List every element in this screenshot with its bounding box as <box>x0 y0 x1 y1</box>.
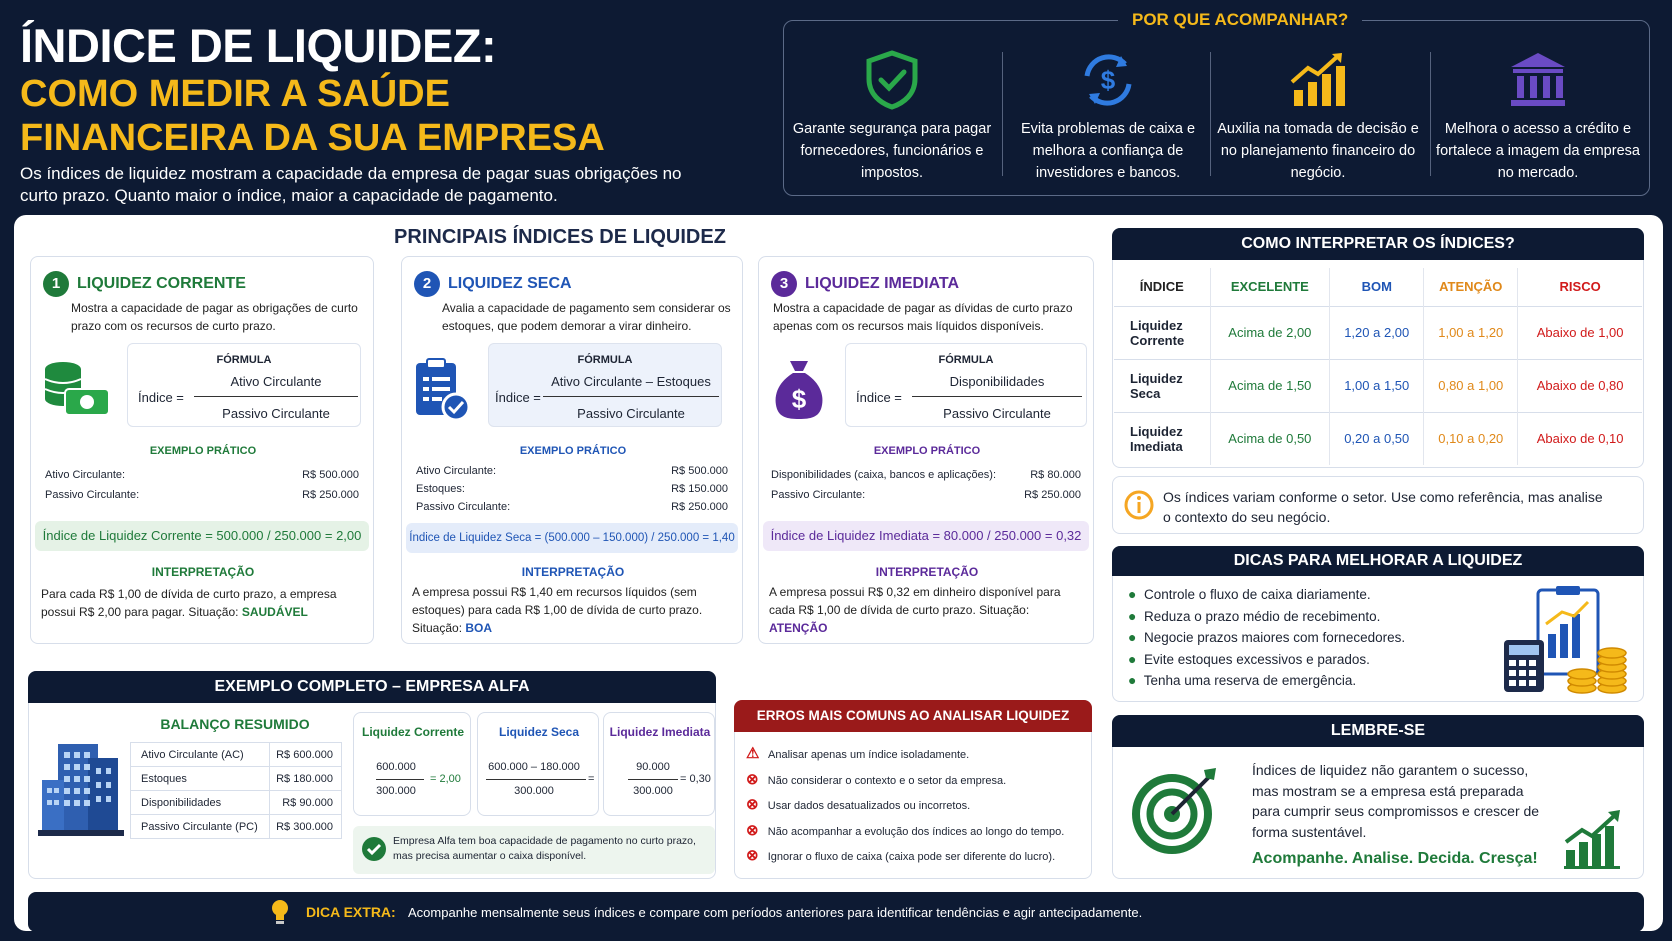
formula-label: FÓRMULA <box>938 354 994 366</box>
why-item-security <box>784 40 1000 180</box>
numerator: Ativo Circulante <box>230 374 322 389</box>
card-title: LIQUIDEZ CORRENTE <box>77 275 246 292</box>
balance-title: BALANÇO RESUMIDO <box>160 716 310 732</box>
example-key: Passivo Circulante: <box>416 501 511 513</box>
indices-title: PRINCIPAIS ÍNDICES DE LIQUIDEZ <box>394 226 726 248</box>
step-number: 2 <box>414 271 440 297</box>
interpret-title: COMO INTERPRETAR OS ÍNDICES? <box>1112 228 1644 260</box>
example-label: EXEMPLO PRÁTICO <box>519 445 627 457</box>
extra-tip-label: DICA EXTRA: <box>306 904 396 920</box>
example-key: Passivo Circulante: <box>45 489 140 501</box>
example-key: Ativo Circulante: <box>45 469 126 481</box>
table-row: Liquidez Seca Acima de 1,50 1,00 a 1,50 0,80 a 1,00 Abaixo de 0,80 <box>1114 359 1642 412</box>
example-value: R$ 250.000 <box>1024 489 1081 501</box>
table-row: Liquidez Imediata Acima de 0,50 0,20 a 0,50 0,10 a 0,20 Abaixo de 0,10 <box>1114 412 1642 465</box>
column-header: EXCELENTE <box>1210 268 1330 306</box>
tips-list <box>1128 584 1405 692</box>
fraction-line <box>376 779 424 780</box>
numerator: Disponibilidades <box>949 374 1045 389</box>
calculation: Índice de Liquidez Corrente = 500.000 / 250.000 = 2,00 <box>35 521 369 551</box>
numerator: 600.000 <box>376 761 416 773</box>
bar-chart-growth-icon <box>1288 50 1348 110</box>
note-text: Os índices variam conforme o setor. Use como referência, mas analise o contexto do seu negócio. <box>1163 489 1603 525</box>
interpretation-label: INTERPRETAÇÃO <box>875 565 979 579</box>
fraction-line <box>912 396 1082 397</box>
remember-text: Índices de liquidez não garantem o sucesso, mas mostram se a empresa está preparada para cumprir seus compromissos e crescer de forma sustentável. <box>1252 762 1540 840</box>
fraction-line <box>628 779 678 780</box>
step-number: 1 <box>43 271 69 297</box>
table-row: Estoques R$ 180.000 <box>131 767 342 791</box>
x-circle-icon: ⊗ <box>746 796 759 813</box>
result: = 0,30 <box>680 773 711 785</box>
status-badge: ATENÇÃO <box>769 621 828 635</box>
page-title: ÍNDICE DE LIQUIDEZ: <box>20 19 497 72</box>
fraction-line <box>194 396 358 397</box>
example-key: Passivo Circulante: <box>771 489 866 501</box>
list-item: ⊗ Ignorar o fluxo de caixa (caixa pode ser diferente do lucro). <box>746 847 1056 864</box>
example-label: EXEMPLO PRÁTICO <box>873 445 981 457</box>
errors-title: ERROS MAIS COMUNS AO ANALISAR LIQUIDEZ <box>734 700 1092 732</box>
check-icon: ● <box>1128 586 1137 602</box>
calc-card-seca <box>477 712 599 816</box>
x-circle-icon: ⊗ <box>746 847 759 864</box>
info-icon <box>1123 489 1155 521</box>
why-text: Melhora o acesso a crédito e fortalece a imagem da empresa no mercado. <box>1436 121 1640 181</box>
list-item: ● Evite estoques excessivos e parados. <box>1128 650 1370 667</box>
why-text: Garante segurança para pagar fornecedores, funcionários e impostos. <box>792 121 992 181</box>
calc-title: Liquidez Corrente <box>361 725 464 739</box>
example-title: EXEMPLO COMPLETO – EMPRESA ALFA <box>28 671 716 703</box>
list-item: ⊗ Não acompanhar a evolução dos índices ao longo do tempo. <box>746 821 1065 839</box>
remember-title: LEMBRE-SE <box>1112 715 1644 747</box>
why-item-decision <box>1210 40 1426 180</box>
check-icon: ● <box>1128 607 1137 624</box>
interpretation-label: INTERPRETAÇÃO <box>521 565 625 579</box>
list-item: ● Negocie prazos maiores com fornecedores. <box>1128 629 1406 645</box>
building-icon <box>38 740 124 836</box>
table-row: Ativo Circulante (AC) R$ 600.000 <box>131 743 342 767</box>
card-liquidez-corrente <box>30 256 374 644</box>
example-value: R$ 500.000 <box>671 465 728 477</box>
interpret-table <box>1114 268 1642 465</box>
list-item: ● Controle o fluxo de caixa diariamente. <box>1128 586 1371 602</box>
calc-card-imediata <box>603 712 715 816</box>
check-icon: ● <box>1128 629 1137 645</box>
warning-icon: ⚠ <box>746 745 760 762</box>
example-value: R$ 500.000 <box>302 469 359 481</box>
table-row: Passivo Circulante (PC) R$ 300.000 <box>131 815 342 839</box>
interpretation-text: A empresa possui R$ 1,40 em recursos líquidos (sem estoques) para cada R$ 1,00 de dívida de curto prazo. Situação: <box>412 585 703 635</box>
example-value: R$ 150.000 <box>671 483 728 495</box>
formula-label: FÓRMULA <box>577 354 633 366</box>
formula-label: FÓRMULA <box>216 354 272 366</box>
list-item: ⚠ Analisar apenas um índice isoladamente. <box>746 745 970 762</box>
status-badge: SAUDÁVEL <box>241 605 308 619</box>
card-liquidez-imediata <box>758 256 1094 644</box>
example-key: Ativo Circulante: <box>416 465 497 477</box>
x-circle-icon: ⊗ <box>746 770 759 788</box>
check-icon: ● <box>1128 672 1137 688</box>
intro-text: Os índices de liquidez mostram a capacidade da empresa de pagar suas obrigações no curto prazo. Quanto maior o índice, maior a capacidade de pagamento. <box>20 164 682 205</box>
card-description: Mostra a capacidade de pagar as dívidas de curto prazo apenas com os recursos mais líquidos disponíveis. <box>773 301 1073 333</box>
denominator: 300.000 <box>514 785 554 797</box>
interpretation-text: A empresa possui R$ 0,32 em dinheiro disponível para cada R$ 1,00 de dívida de curto prazo. Situação: <box>769 585 1061 617</box>
numerator: 90.000 <box>636 761 670 773</box>
list-item: ⊗ Não considerar o contexto e o setor da empresa. <box>746 770 1007 788</box>
balance-table <box>130 742 342 839</box>
step-number: 3 <box>771 271 797 297</box>
note-box <box>1112 476 1644 534</box>
calc-title: Liquidez Imediata <box>609 725 711 739</box>
card-liquidez-seca <box>401 256 743 644</box>
x-circle-icon: ⊗ <box>746 821 759 839</box>
denominator: Passivo Circulante <box>943 406 1051 421</box>
extra-tip-bar <box>28 892 1644 932</box>
numerator: Ativo Circulante – Estoques <box>551 374 711 389</box>
why-item-credit <box>1430 40 1646 180</box>
interpretation-label: INTERPRETAÇÃO <box>151 565 255 579</box>
extra-tip-text: Acompanhe mensalmente seus índices e compare com períodos anteriores para identificar tendências e agir antecipadamente. <box>408 905 1143 920</box>
conclusion-text: Empresa Alfa tem boa capacidade de pagamento no curto prazo, mas precisa aumentar o caixa disponível. <box>393 835 696 862</box>
example-value: R$ 250.000 <box>302 489 359 501</box>
index-label: Índice = <box>138 390 184 405</box>
table-row: Liquidez Corrente Acima de 2,00 1,20 a 2,00 1,00 a 1,20 Abaixo de 1,00 <box>1114 306 1642 359</box>
example-key: Disponibilidades (caixa, bancos e aplicações): <box>771 469 997 481</box>
example-value: R$ 80.000 <box>1030 469 1081 481</box>
card-description: Avalia a capacidade de pagamento sem considerar os estoques, que podem demorar a virar dinheiro. <box>442 301 731 333</box>
example-value: R$ 250.000 <box>671 501 728 513</box>
column-header: ATENÇÃO <box>1424 268 1518 306</box>
column-header: RISCO <box>1518 268 1642 306</box>
why-text: Evita problemas de caixa e melhora a confiança de investidores e bancos. <box>1020 121 1196 181</box>
clipboard-check-icon <box>414 357 472 423</box>
formula-box <box>488 343 722 427</box>
denominator: Passivo Circulante <box>222 406 330 421</box>
denominator: 300.000 <box>633 785 673 797</box>
card-title: LIQUIDEZ IMEDIATA <box>805 275 960 292</box>
money-bag-icon <box>773 357 825 421</box>
card-description: Mostra a capacidade de pagar as obrigações de curto prazo com os recursos de curto prazo. <box>71 301 358 333</box>
target-arrow-icon <box>1132 764 1222 854</box>
formula-box <box>845 343 1087 427</box>
calc-card-corrente <box>353 712 471 816</box>
errors-list <box>746 742 1064 870</box>
numerator: 600.000 – 180.000 <box>488 761 580 773</box>
column-header: ÍNDICE <box>1139 279 1184 295</box>
check-icon: ● <box>1128 650 1137 667</box>
check-circle-icon <box>361 836 387 862</box>
status-badge: BOA <box>465 621 493 635</box>
fraction-line <box>543 396 719 397</box>
calculation: Índice de Liquidez Seca = (500.000 – 150.000) / 250.000 = 1,40 <box>406 523 738 553</box>
list-item: ● Reduza o prazo médio de recebimento. <box>1128 607 1381 624</box>
column-header: BOM <box>1330 268 1424 306</box>
card-title: LIQUIDEZ SECA <box>448 275 572 292</box>
conclusion-box <box>353 826 715 874</box>
list-item: ⊗ Usar dados desatualizados ou incorretos. <box>746 796 971 813</box>
lightbulb-icon <box>268 898 292 926</box>
bank-icon <box>1507 50 1569 110</box>
example-label: EXEMPLO PRÁTICO <box>149 445 257 457</box>
denominator: Passivo Circulante <box>577 406 685 421</box>
dollar-cycle-icon <box>1077 50 1139 110</box>
interpretation-text: Para cada R$ 1,00 de dívida de curto prazo, a empresa possui R$ 2,00 para pagar. Situação: <box>41 587 337 619</box>
why-item-cash <box>1000 40 1216 180</box>
tips-title: DICAS PARA MELHORAR A LIQUIDEZ <box>1112 546 1644 576</box>
slogan: Acompanhe. Analise. Decida. Cresça! <box>1252 850 1538 867</box>
svg-text:$: $ <box>791 384 807 414</box>
index-label: Índice = <box>856 390 902 405</box>
why-text: Auxilia na tomada de decisão e no planejamento financeiro do negócio. <box>1217 121 1419 181</box>
table-row: Disponibilidades R$ 90.000 <box>131 791 342 815</box>
why-title: POR QUE ACOMPANHAR? <box>1118 10 1362 30</box>
growth-chart-icon <box>1564 808 1624 870</box>
shield-check-icon <box>864 50 920 110</box>
calculation: Índice de Liquidez Imediata = 80.000 / 250.000 = 0,32 <box>763 521 1089 551</box>
calculator-report-coins-icon <box>1502 584 1632 696</box>
denominator: 300.000 <box>376 785 416 797</box>
example-key: Estoques: <box>416 483 465 495</box>
index-label: Índice = <box>495 390 541 405</box>
result: = <box>588 773 595 785</box>
page-subtitle: COMO MEDIR A SAÚDE FINANCEIRA DA SUA EMPRESA <box>20 73 605 159</box>
formula-box <box>127 343 361 427</box>
list-item: ● Tenha uma reserva de emergência. <box>1128 672 1357 688</box>
calc-title: Liquidez Seca <box>498 725 580 739</box>
coins-cash-icon <box>41 357 113 427</box>
svg-text:$: $ <box>1100 65 1116 95</box>
result: = 2,00 <box>430 773 461 785</box>
fraction-line <box>486 779 586 780</box>
